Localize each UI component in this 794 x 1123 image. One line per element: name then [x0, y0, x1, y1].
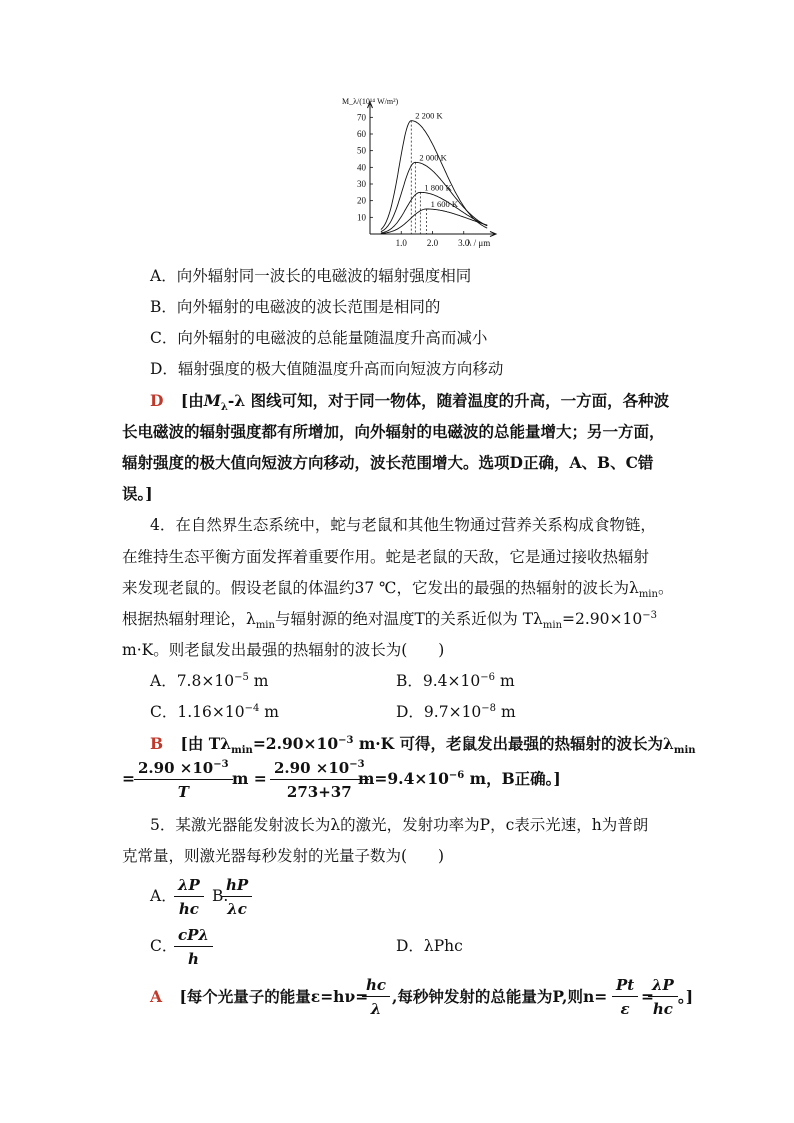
y-tick-label-6: 70 — [357, 112, 366, 123]
q5-option-b-fraction: $\frac{hP}{\lambda c}$ — [222, 876, 252, 918]
q4-stem-line-1: 4．在自然界生态系统中，蛇与老鼠和其他生物通过营养关系构成食物链， — [150, 516, 656, 534]
y-tick-label-1: 20 — [357, 195, 366, 206]
q5-answer-letter: A — [150, 987, 163, 1006]
y-tick-label-5: 60 — [357, 129, 366, 139]
q5-option-a-fraction: $\frac{\lambda P}{hc}$ — [174, 876, 204, 918]
y-axis-label: M_λ/(10¹⁴ W/m²) — [342, 97, 399, 106]
series-label-1: 2 000 K — [419, 152, 447, 163]
q3-option-b: B．向外辐射的电磁波的波长范围是相同的 — [150, 298, 441, 316]
series-curve-1 — [381, 162, 487, 231]
q4-option-d: D．$9.7\times 10^{-8}$ m — [396, 702, 516, 721]
series-label-3: 1 600 K — [430, 199, 458, 209]
q5-stem-line-2: 克常量，则激光器每秒发射的光量子数为( ) — [122, 847, 445, 865]
q4-stem-line-3: 来发现老鼠的。假设老鼠的体温约37 ℃，它发出的最强的热辐射的波长为$\lambda_{min}$。 — [122, 579, 674, 601]
q3-answer-line-2: 长电磁波的辐射强度都有所增加，向外辐射的电磁波的总能量增大；另一方面， — [122, 422, 665, 441]
q5-stem-line-1: 5．某激光器能发射波长为λ的激光，发射功率为P，c表示光速，h为普朗 — [150, 816, 649, 834]
q5-option-b-label: B. — [212, 887, 229, 905]
q4-answer-fraction-1: $\frac{2.90 \times 10^{-3}}{T}$ — [134, 759, 233, 801]
q4-stem-line-2: 在维持生态平衡方面发挥着重要作用。蛇是老鼠的天敌，它是通过接收热辐射 — [122, 548, 650, 566]
x-tick-label-2: 3.0 — [458, 238, 470, 248]
series-curve-3 — [381, 209, 487, 234]
q4-answer-line-1: B [由 $T\lambda_{min}=2.90\times 10^{-3}$ m·K 可得，老鼠发出最强的热辐射的波长为$\lambda_{min}$ — [150, 734, 696, 757]
q3-option-d: D．辐射强度的极大值随温度升高而向短波方向移动 — [150, 360, 504, 378]
q3-option-a: A．向外辐射同一波长的电磁波的辐射强度相同 — [150, 267, 472, 285]
q5-answer-text-4: 。] — [678, 987, 694, 1006]
y-tick-label-3: 40 — [357, 162, 366, 173]
q5-option-d: D．λPhc — [396, 937, 463, 955]
q5-answer-fraction-2: $\frac{Pt}{\varepsilon}$ — [612, 976, 638, 1018]
y-tick-label-4: 50 — [357, 145, 366, 156]
q3-answer-line-4: 误。] — [122, 484, 153, 503]
q3-answer-line-1: D [由$M_\lambda-\lambda$ 图线可知，对于同一物体，随着温度的升高，一方面，各种波 — [150, 391, 670, 414]
q4-answer-fraction-2: $\frac{2.90 \times 10^{-3}}{273+37}$ — [270, 759, 369, 801]
q5-option-c-fraction: cPλ h — [174, 926, 213, 968]
q5-option-c-label: C． — [150, 937, 178, 955]
q3-answer-line-3: 辐射强度的极大值向短波方向移动，波长范围增大。选项D正确，A、B、C错 — [122, 453, 654, 472]
q5-answer-text-2: ,每秒钟发射的总能量为P,则n= — [392, 987, 608, 1006]
x-tick-label-1: 2.0 — [426, 238, 439, 248]
series-label-0: 2 200 K — [415, 110, 443, 121]
q5-answer-text-1: A [每个光量子的能量ε=hν= — [150, 987, 369, 1006]
q3-option-c: C．向外辐射的电磁波的总能量随温度升高而减小 — [150, 329, 488, 347]
q4-answer-tail: $m=9.4\times 10^{-6}$ m，B正确。] — [358, 769, 561, 788]
q4-option-a: A．$7.8\times 10^{-5}$ m — [150, 671, 269, 690]
q5-answer-fraction-3: $\frac{\lambda P}{hc}$ — [648, 976, 678, 1018]
q4-option-b: B．$9.4\times 10^{-6}$ m — [396, 671, 515, 690]
q4-stem-line-5: m·K。则老鼠发出最强的热辐射的波长为( ) — [122, 641, 445, 659]
q5-answer-fraction-1: $\frac{hc}{\lambda}$ — [362, 976, 390, 1018]
q5-option-a-label: A． — [150, 887, 177, 905]
y-tick-label-2: 30 — [357, 179, 366, 189]
chart-plot-area — [342, 97, 496, 248]
q4-answer-letter: B — [150, 734, 164, 753]
blackbody-radiation-chart — [330, 94, 500, 254]
series-curve-0 — [381, 121, 487, 230]
q4-answer-m1: m = — [232, 769, 267, 788]
q4-answer-eq: = — [122, 769, 135, 788]
x-axis-label: λ / μm — [467, 238, 491, 248]
series-label-2: 1 800 K — [424, 182, 452, 193]
q3-answer-letter: D — [150, 391, 164, 410]
q4-option-c: C．$1.16\times 10^{-4}$ m — [150, 702, 279, 721]
q5-answer-text-3: = — [641, 987, 654, 1006]
y-tick-label-0: 10 — [357, 212, 366, 223]
x-tick-label-0: 1.0 — [395, 238, 407, 248]
q4-stem-line-4: 根据热辐射理论，$\lambda_{min}$与辐射源的绝对温度T的关系近似为 $T\lambda_{min}=2.90\times 10^{-3}$ — [122, 609, 657, 632]
